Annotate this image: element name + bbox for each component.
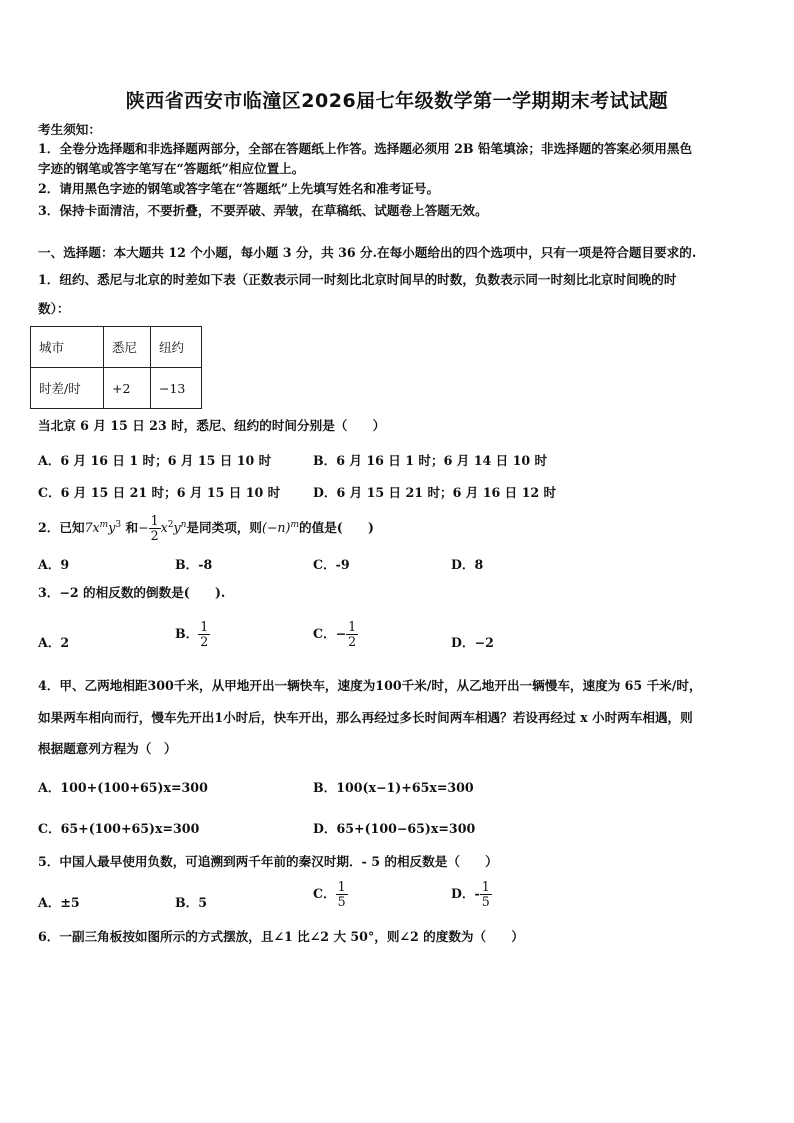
notice-item-2: 2．请用黑色字迹的钢笔或答字笔在“答题纸”上先填写姓名和准考证号。 [38,181,440,196]
q4-option-a: A．100+(100+65)x=300 [38,780,208,795]
q2-option-a: A．9 [38,557,70,572]
q3-c-num: 1 [348,619,357,634]
page-title: 陕西省西安市临潼区2026届七年级数学第一学期期末考试试题 [125,90,669,112]
q3-option-b-label: B． [175,626,199,641]
table-cell: −13 [151,368,202,409]
table-cell: 悉尼 [104,327,151,368]
q3-b-den: 2 [200,634,209,649]
q3-option-a: A．2 [38,635,70,650]
q1-stem-line1: 1．纽约、悉尼与北京的时差如下表（正数表示同一时刻比北京时间早的时数，负数表示同一时刻比北京时间晚的时 [38,272,677,287]
q1-option-a: A．6 月 16 日 1 时；6 月 15 日 10 时 [38,453,272,468]
q3-option-b [175,620,210,649]
q2-term1: 7x [84,520,100,536]
q6-stem: 6．一副三角板按如图所示的方式摆放，且∠1 比∠2 大 50°，则∠2 的度数为（ ） [38,929,524,944]
q4-line2: 如果两车相向而行，慢车先开出1小时后，快车开出，那么再经过多长时间两车相遇？若设再经过 x 小时两车相遇，则 [38,710,693,725]
q1-stem-line2: 数）： [38,301,70,316]
q5-option-a: A．±5 [38,895,80,910]
q2-option-d: D．8 [451,557,484,572]
q3-option-b-fraction [198,620,210,649]
q2-suffix: 的值是( ) [299,520,374,536]
q1-question: 当北京 6 月 15 日 23 时，悉尼、纽约的时间分别是（ ） [38,418,386,433]
q5-option-d-label: D．- [451,886,480,901]
q2-stem [38,511,374,543]
q4-option-d: D．65+(100−65)x=300 [313,821,476,836]
q2-term2: x [160,520,168,536]
notice-item-1-cont: 字迹的钢笔或答字笔写在“答题纸”相应位置上。 [38,161,305,176]
table-row [31,368,202,409]
timezone-table [30,326,202,409]
q5-option-c [313,880,348,909]
section-heading: 一、选择题：本大题共 12 个小题，每小题 3 分，共 36 分.在每小题给出的四个选项中，只有一项是符合题目要求的. [38,245,697,260]
q2-minus: − [138,520,149,536]
q2-term2-exp-n: n [180,520,187,530]
q2-term1-y: y [108,520,116,536]
q5-c-num: 1 [337,879,346,894]
q2-term2-exp-2: 2 [167,520,174,530]
q2-option-c: C．-9 [313,557,350,572]
q3-option-d: D．−2 [451,635,494,650]
table-cell: +2 [104,368,151,409]
q2-expr-exp: m [290,520,300,530]
q5-option-d-fraction [480,880,492,909]
q5-stem: 5．中国人最早使用负数，可追溯到两千年前的秦汉时期．- 5 的相反数是（ ） [38,854,498,869]
q2-prefix: 2．已知 [38,520,85,536]
notice-item-1: 1．全卷分选择题和非选择题两部分，全部在答题纸上作答。选择题必须用 2B 铅笔填涂；非选择题的答案必须用黑色 [38,141,693,156]
q5-option-b: B．5 [175,895,208,910]
q3-stem: 3．−2 的相反数的倒数是( ). [38,585,226,600]
table-cell: 城市 [31,327,104,368]
q4-option-b: B．100(x−1)+65x=300 [313,780,474,795]
table-row [31,327,202,368]
q2-term1-exp-3: 3 [115,520,122,530]
table-cell: 纽约 [151,327,202,368]
q2-option-b: B．-8 [175,557,213,572]
q5-option-c-label: C． [313,886,336,901]
q2-and: 和 [125,520,139,536]
q5-d-den: 5 [481,894,490,909]
q5-d-num: 1 [481,879,490,894]
q4-option-c: C．65+(100+65)x=300 [38,821,200,836]
notice-heading: 考生须知： [38,122,101,137]
q5-option-d [451,880,492,909]
q4-line1: 4．甲、乙两地相距300千米，从甲地开出一辆快车，速度为100千米/时，从乙地开出一辆慢车，速度为 65 千米/时， [38,678,702,693]
q3-b-num: 1 [200,619,209,634]
q3-option-c-fraction [346,620,358,649]
q2-frac-den: 2 [150,528,159,544]
q2-frac-num: 1 [150,513,159,529]
q4-line3: 根据题意列方程为（ ） [38,741,177,756]
q2-term2-y: y [173,520,181,536]
q5-c-den: 5 [337,894,346,909]
q5-option-c-fraction [336,880,348,909]
q3-option-c-label: C．− [313,626,347,641]
q2-mid: 是同类项，则 [186,520,262,536]
q3-option-c [313,620,358,649]
q2-term1-exp-m: m [99,520,109,530]
notice-item-3: 3．保持卡面清洁，不要折叠，不要弄破、弄皱，在草稿纸、试题卷上答题无效。 [38,203,488,218]
q3-c-den: 2 [348,634,357,649]
q1-option-d: D．6 月 15 日 21 时；6 月 16 日 12 时 [313,485,557,500]
q2-expr: (−n) [261,520,291,536]
table-cell: 时差/时 [31,368,104,409]
q1-option-b: B．6 月 16 日 1 时；6 月 14 日 10 时 [313,453,548,468]
q2-fraction [149,514,161,543]
q1-option-c: C．6 月 15 日 21 时；6 月 15 日 10 时 [38,485,281,500]
